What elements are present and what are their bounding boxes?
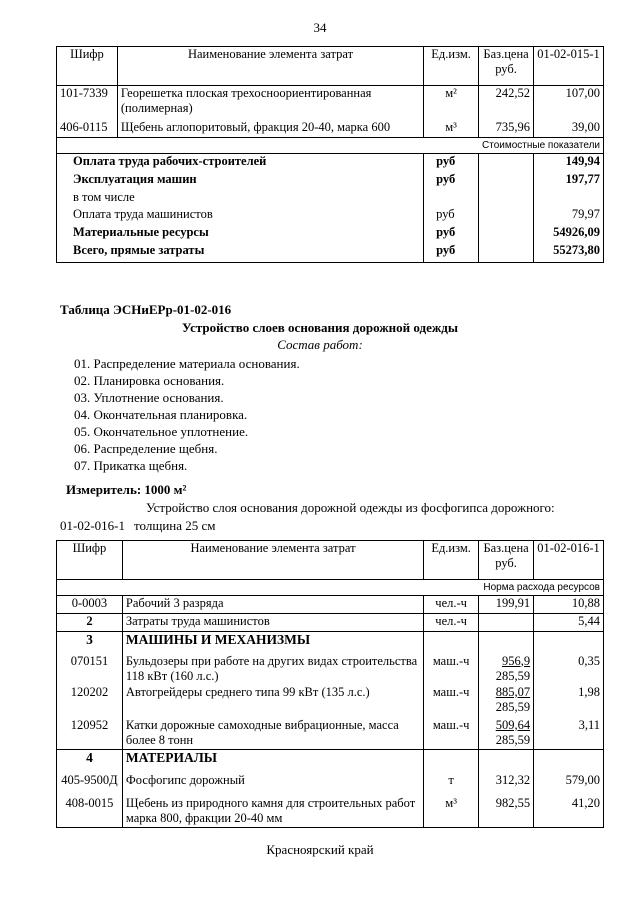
cost-name: Оплата труда машинистов — [57, 207, 424, 225]
cost-unit: руб — [424, 243, 479, 263]
cell-unit: м² — [424, 86, 479, 120]
cell-name: Автогрейдеры среднего типа 99 кВт (135 л.с.) — [122, 684, 423, 716]
table-row — [57, 614, 604, 632]
list-item: 03. Уплотнение основания. — [74, 390, 224, 405]
cell-code: 2 — [57, 614, 123, 632]
price-value: 885,07 — [495, 684, 531, 699]
table-title: Таблица ЭСНиЕРр-01-02-016 — [60, 302, 232, 317]
cost-value: 55273,80 — [534, 243, 604, 263]
cell-unit: т — [424, 770, 479, 792]
cell-unit: чел.-ч — [424, 614, 479, 632]
table-row — [57, 120, 604, 138]
cell-unit: маш.-ч — [424, 684, 479, 716]
cell-code: 3 — [57, 632, 123, 651]
cost-name: Эксплуатация машин — [57, 172, 424, 190]
cell-value: 5,44 — [534, 614, 604, 632]
cost-row — [57, 190, 604, 207]
item-code: 01-02-016-1 — [60, 518, 125, 533]
cell-unit: м³ — [424, 792, 479, 828]
cost-row — [57, 172, 604, 190]
col-header-name: Наименование элемента затрат — [122, 541, 423, 580]
col-header-name: Наименование элемента затрат — [117, 47, 423, 86]
cell-code: 0-0003 — [57, 596, 123, 614]
table-row — [57, 684, 604, 716]
cost-row — [57, 207, 604, 225]
col-header-code: Шифр — [57, 47, 118, 86]
table-row — [57, 86, 604, 120]
section-heading: Устройство слоев основания дорожной одежды — [181, 320, 459, 335]
col-header-price: Баз.цена руб. — [479, 47, 534, 86]
cost-value: 79,97 — [534, 207, 604, 225]
cell-name: Затраты труда машинистов — [122, 614, 423, 632]
cost-value: 149,94 — [534, 154, 604, 172]
cell-value: 579,00 — [534, 770, 604, 792]
list-item: 06. Распределение щебня. — [74, 441, 218, 456]
cell-code: 101-7339 — [57, 86, 118, 120]
cost-header-row — [57, 138, 604, 154]
cell-price: 735,96 — [479, 120, 534, 138]
cell-name: Георешетка плоская трехосноориентированная (полимерная) — [117, 86, 423, 120]
cell-name: Щебень из природного камня для строительных работ марка 800, фракции 20-40 мм — [122, 792, 423, 828]
works-list — [74, 355, 300, 474]
cell-name: МАШИНЫ И МЕХАНИЗМЫ — [122, 632, 423, 651]
cell-code: 120202 — [57, 684, 123, 716]
table-row — [57, 716, 604, 750]
cell-unit: м³ — [424, 120, 479, 138]
table-row — [57, 651, 604, 684]
cell-code: 406-0115 — [57, 120, 118, 138]
price-value: 956,9 — [501, 653, 531, 668]
cost-name: Всего, прямые затраты — [57, 243, 424, 263]
cell-value: 39,00 — [534, 120, 604, 138]
cell-code: 070151 — [57, 651, 123, 684]
price-value: 509,64 — [495, 717, 531, 732]
table-row — [57, 792, 604, 828]
cell-value: 0,35 — [534, 651, 604, 684]
cost-unit: руб — [424, 225, 479, 243]
col-header-unit: Ед.изм. — [424, 541, 479, 580]
cost-value: 197,77 — [534, 172, 604, 190]
price-machinist: 285,59 — [495, 732, 531, 747]
works-title: Состав работ: — [277, 337, 363, 352]
resource-table-016 — [56, 540, 604, 828]
cell-code: 120952 — [57, 716, 123, 750]
norm-header: Норма расхода ресурсов — [57, 580, 604, 596]
cell-value: 41,20 — [534, 792, 604, 828]
cost-unit: руб — [424, 154, 479, 172]
cost-name: Материальные ресурсы — [57, 225, 424, 243]
cell-price: 242,52 — [479, 86, 534, 120]
cell-name: Катки дорожные самоходные вибрационные, масса более 8 тонн — [122, 716, 423, 750]
cell-price: 982,55 — [479, 792, 534, 828]
col-header-item: 01-02-016-1 — [534, 541, 604, 580]
cost-unit: руб — [424, 207, 479, 225]
cell-code: 4 — [57, 750, 123, 770]
table-row — [57, 596, 604, 614]
cell-value: 3,11 — [534, 716, 604, 750]
table-row — [57, 770, 604, 792]
cost-name: Оплата труда рабочих-строителей — [57, 154, 424, 172]
cell-name: Бульдозеры при работе на других видах строительства 118 кВт (160 л.с.) — [122, 651, 423, 684]
col-header-code: Шифр — [57, 541, 123, 580]
cell-code: 408-0015 — [57, 792, 123, 828]
cell-price: 199,91 — [479, 596, 534, 614]
cell-price — [479, 651, 534, 684]
list-item: 07. Прикатка щебня. — [74, 458, 188, 473]
col-header-unit: Ед.изм. — [424, 47, 479, 86]
cell-name: Щебень аглопоритовый, фракция 20-40, марка 600 — [117, 120, 423, 138]
page-number: 34 — [313, 20, 327, 35]
col-header-item: 01-02-015-1 — [534, 47, 604, 86]
cost-row — [57, 154, 604, 172]
cell-price: 312,32 — [479, 770, 534, 792]
cost-unit: руб — [424, 172, 479, 190]
price-machinist: 285,59 — [495, 668, 531, 683]
cell-price — [479, 684, 534, 716]
table-header-row — [57, 47, 604, 86]
list-item: 05. Окончательное уплотнение. — [74, 424, 249, 439]
cost-name: в том числе — [57, 190, 424, 207]
list-item: 02. Планировка основания. — [74, 373, 225, 388]
cell-value: 1,98 — [534, 684, 604, 716]
cost-row — [57, 243, 604, 263]
cell-name: Фосфогипс дорожный — [122, 770, 423, 792]
cost-value: 54926,09 — [534, 225, 604, 243]
norm-header-row — [57, 580, 604, 596]
col-header-price: Баз.цена руб. — [479, 541, 534, 580]
table-header-row — [57, 541, 604, 580]
cost-header: Стоимостные показатели — [57, 138, 604, 154]
cell-value: 10,88 — [534, 596, 604, 614]
footer-region: Красноярский край — [266, 842, 374, 857]
cell-code: 405-9500Д — [57, 770, 123, 792]
cost-table-015 — [56, 46, 604, 263]
cell-name: Рабочий 3 разряда — [122, 596, 423, 614]
cell-price — [479, 716, 534, 750]
section-row — [57, 750, 604, 770]
item-desc: толщина 25 см — [134, 518, 216, 533]
cell-unit: маш.-ч — [424, 651, 479, 684]
cell-unit: чел.-ч — [424, 596, 479, 614]
list-item: 01. Распределение материала основания. — [74, 356, 300, 371]
cell-name: МАТЕРИАЛЫ — [122, 750, 423, 770]
section-row — [57, 632, 604, 651]
price-machinist: 285,59 — [495, 699, 531, 714]
meter: Измеритель: 1000 м² — [66, 482, 187, 497]
cell-value: 107,00 — [534, 86, 604, 120]
cell-unit: маш.-ч — [424, 716, 479, 750]
description: Устройство слоя основания дорожной одежды из фосфогипса дорожного: — [146, 500, 555, 515]
cost-row — [57, 225, 604, 243]
list-item: 04. Окончательная планировка. — [74, 407, 248, 422]
